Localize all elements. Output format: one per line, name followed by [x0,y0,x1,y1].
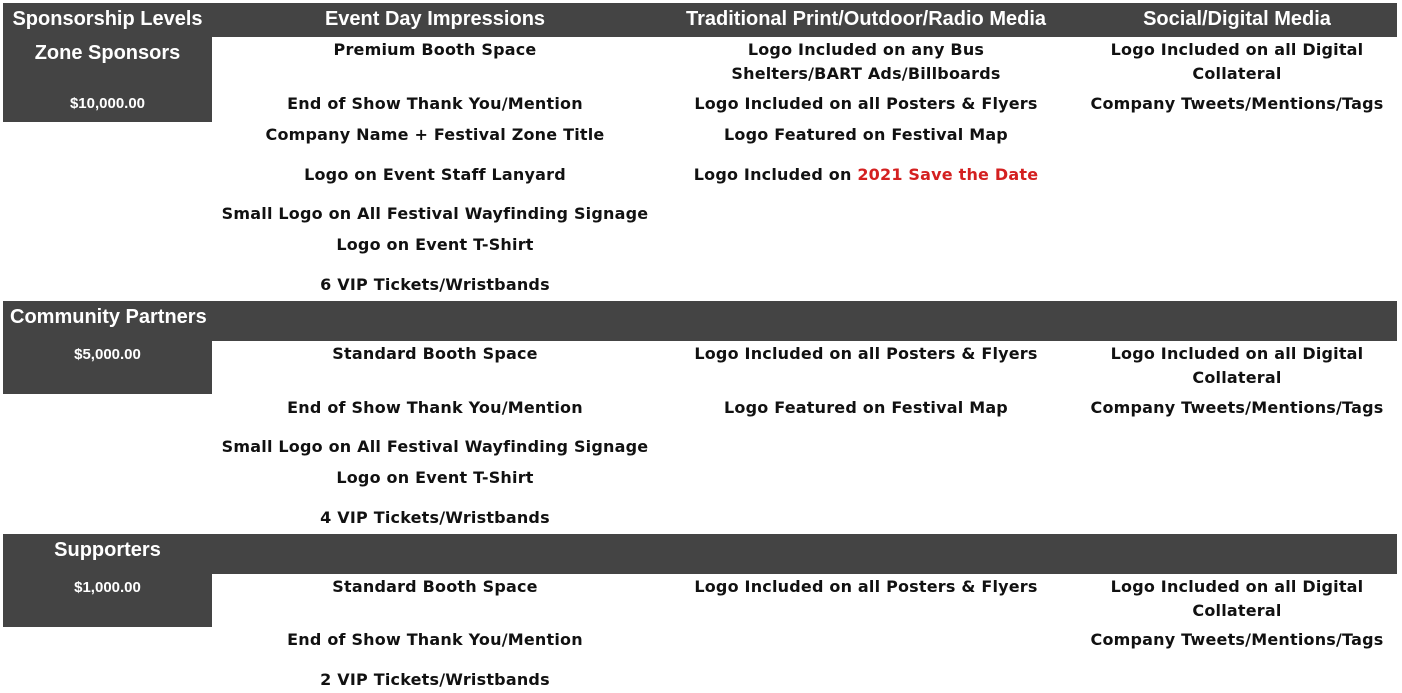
print-item: Logo Included on all Posters & Flyers [694,94,1038,113]
header-traditional-media: Traditional Print/Outdoor/Radio Media [685,8,1046,30]
event-item: End of Show Thank You/Mention [287,94,583,113]
print-item: Logo Included on all Posters & Flyers [694,577,1038,596]
social-item: Company Tweets/Mentions/Tags [1090,630,1384,649]
level-bar-supporters [3,534,1397,574]
level-bar-community-partners [3,301,1397,341]
level-name: Supporters [54,539,161,561]
social-item: Logo Included on all Digital Collateral [1110,577,1364,620]
social-item: Company Tweets/Mentions/Tags [1090,398,1384,417]
event-item: Small Logo on All Festival Wayfinding Signage [221,204,649,223]
event-item: Logo on Event Staff Lanyard [304,165,566,184]
event-item: 6 VIP Tickets/Wristbands [320,275,550,294]
event-item: Premium Booth Space [333,40,537,59]
header-event-day-impressions: Event Day Impressions [324,8,546,30]
event-item: Logo on Event T-Shirt [336,468,534,487]
print-item: Logo Featured on Festival Map [724,398,1008,417]
level-price: $5,000.00 [74,346,141,363]
print-item: Logo Included on all Posters & Flyers [694,344,1038,363]
header-sponsorship-levels: Sponsorship Levels [12,8,203,30]
print-item-save-the-date [660,163,1072,187]
social-item: Company Tweets/Mentions/Tags [1090,94,1384,113]
social-item: Logo Included on all Digital Collateral [1110,344,1364,387]
event-item: Company Name + Festival Zone Title [265,125,605,144]
level-name: Community Partners [10,306,207,328]
event-item: Standard Booth Space [332,344,538,363]
save-the-date-highlight: 2021 Save the Date [857,165,1039,184]
event-item: 4 VIP Tickets/Wristbands [320,508,550,527]
level-price: $1,000.00 [74,579,141,596]
event-item: Small Logo on All Festival Wayfinding Signage [221,437,649,456]
print-item: Logo Included on any Bus Shelters/BART Ads/Billboards [731,40,1001,83]
level-price: $10,000.00 [69,95,146,112]
social-item: Logo Included on all Digital Collateral [1110,40,1364,83]
event-item: End of Show Thank You/Mention [287,398,583,417]
level-name: Zone Sponsors [34,42,181,64]
event-item: Standard Booth Space [332,577,538,596]
print-item-prefix: Logo Included on [693,165,858,184]
print-item: Logo Featured on Festival Map [724,125,1008,144]
header-social-digital-media: Social/Digital Media [1143,8,1331,30]
event-item: End of Show Thank You/Mention [287,630,583,649]
event-item: 2 VIP Tickets/Wristbands [320,670,550,689]
event-item: Logo on Event T-Shirt [336,235,534,254]
